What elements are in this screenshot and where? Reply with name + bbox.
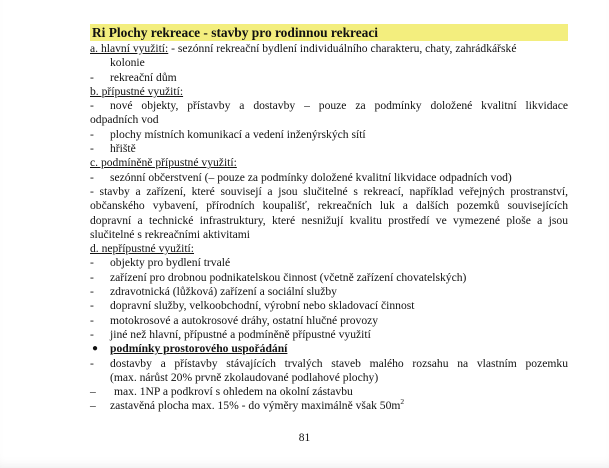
list-item-text: plochy místních komunikací a vedení inženýrských sítí — [110, 127, 366, 141]
dash-marker: - — [90, 99, 94, 113]
dash-marker: - — [90, 356, 94, 370]
spatial-conditions-heading-text: podmínky prostorového uspořádání — [110, 342, 288, 356]
list-item — [90, 99, 568, 113]
list-item — [90, 285, 568, 299]
paragraph-line: občanského vybavení, přírodních koupališť, rekreačních luk a dalších pozemků souvisejících — [90, 199, 568, 213]
list-item-text: zastavěná plocha max. 15% - do výměry maximálně však 50m — [110, 399, 401, 413]
list-item — [90, 142, 568, 156]
list-item-text: nové objekty, přístavby a dostavby – pouze za podmínky doložené kvalitní likvidace — [110, 99, 568, 113]
paragraph-line: dopravní a technické infrastruktury, které nesnižují kvalitu prostředí ve vymezené ploše a jsou — [90, 213, 568, 227]
list-item-text: objekty pro bydlení trvalé — [110, 256, 231, 270]
page-content — [90, 24, 568, 414]
list-item-text: jiné než hlavní, přípustné a podmíněně přípustné využití — [110, 327, 371, 341]
list-item-text: rekreační dům — [110, 70, 177, 84]
dash-marker: - — [90, 127, 94, 141]
list-item — [90, 271, 568, 285]
dash-marker: - — [90, 299, 94, 313]
list-item-continuation: odpadních vod — [90, 113, 159, 127]
paragraph-line: slučitelné s rekreačními aktivitami — [90, 227, 251, 241]
endash-marker: – — [90, 385, 96, 399]
endash-marker: – — [90, 399, 96, 413]
dash-marker: - — [90, 170, 94, 184]
list-item — [90, 328, 568, 342]
section-title: Ri Plochy rekreace - stavby pro rodinnou rekreaci — [90, 24, 568, 41]
spatial-conditions-heading — [90, 342, 568, 356]
dash-marker: - — [90, 327, 94, 341]
list-item — [90, 256, 568, 270]
main-use-marker: - — [168, 42, 178, 55]
list-item-text: zdravotnická (lůžková) zařízení a sociální služby — [110, 285, 337, 299]
list-item — [90, 385, 568, 399]
list-item — [90, 71, 568, 85]
list-item — [90, 357, 568, 371]
dash-marker: - — [90, 270, 94, 284]
conditional-use-heading: c. podmíněně přípustné využití: — [90, 156, 237, 170]
list-item — [90, 171, 568, 185]
permitted-use-heading: b. přípustné využití: — [90, 84, 184, 98]
bullet-icon: ● — [92, 343, 99, 355]
list-item — [90, 399, 568, 413]
list-item-continuation: (max. nárůst 20% prvně zkolaudované podlahové plochy) — [110, 370, 379, 384]
list-item-text: sezónní občerstvení (– pouze za podmínky doložené kvalitní likvidace odpadních vod) — [110, 170, 512, 184]
dash-marker: - — [90, 142, 94, 156]
main-use-text: sezónní rekreační bydlení individuálního charakteru, chaty, zahrádkářské — [177, 42, 517, 55]
list-item-text: max. 1NP a podkroví s ohledem na okolní zástavbu — [114, 385, 353, 399]
list-item-text: dopravní služby, velkoobchodní, výrobní nebo skladovací činnost — [110, 299, 415, 313]
main-use-continuation: kolonie — [110, 56, 145, 70]
dash-marker: - — [90, 256, 94, 270]
prohibited-use-heading: d. nepřípustné využití: — [90, 242, 195, 256]
list-item-text: hřiště — [110, 142, 136, 156]
main-use-line — [90, 42, 568, 56]
paragraph-line: - stavby a zařízení, které souvisejí a jsou slučitelné s rekreací, například veřejných prostranství, — [90, 184, 568, 198]
list-item — [90, 128, 568, 142]
superscript: 2 — [400, 397, 405, 407]
page-number: 81 — [298, 432, 311, 444]
list-item-text: zařízení pro drobnou podnikatelskou činnost (včetně zařízení chovatelských) — [110, 270, 467, 284]
dash-marker: - — [90, 313, 94, 327]
list-item — [90, 314, 568, 328]
list-item-text: motokrosové a autokrosové dráhy, ostatní hlučné provozy — [110, 313, 379, 327]
dash-marker: - — [90, 70, 94, 84]
list-item — [90, 299, 568, 313]
dash-marker: - — [90, 285, 94, 299]
main-use-heading: a. hlavní využití: — [90, 42, 169, 55]
list-item-text: dostavby a přístavby stávajících trvalých staveb malého rozsahu na vlastním pozemku — [110, 356, 568, 370]
